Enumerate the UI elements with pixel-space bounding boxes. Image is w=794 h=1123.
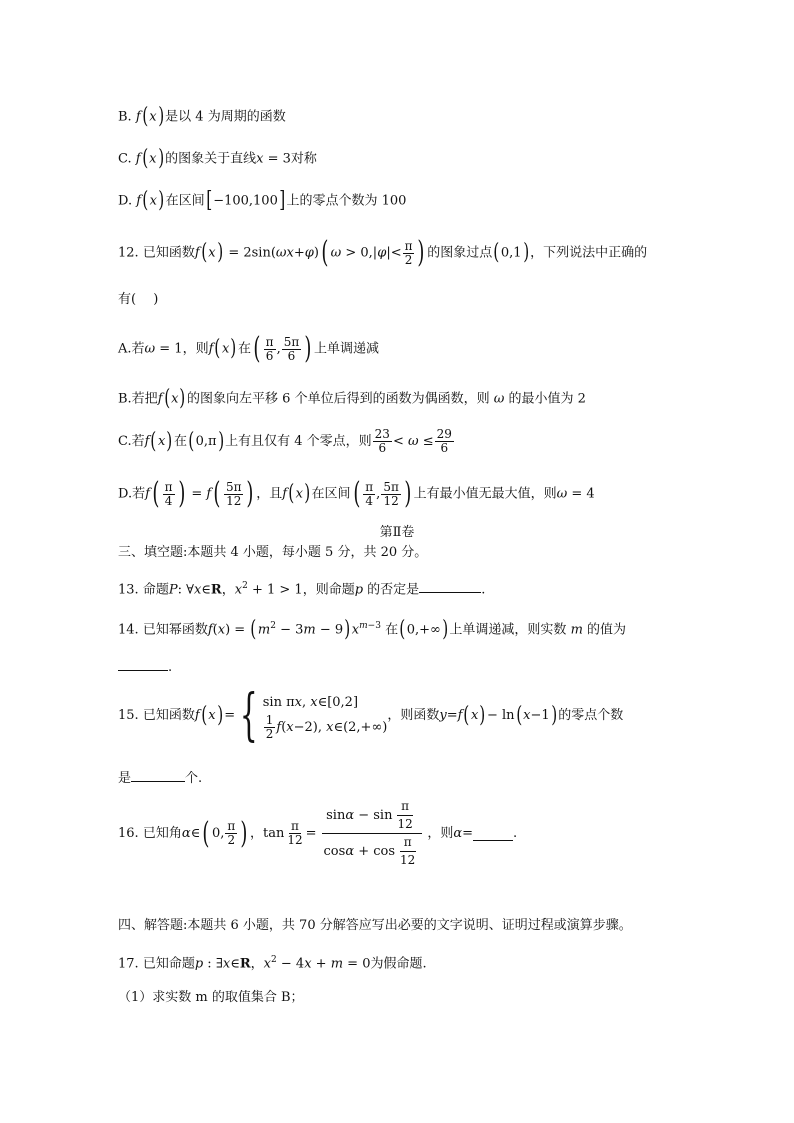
- q11-option-d: D. f(x)在区间[−100,100]上的零点个数为 100: [118, 188, 407, 213]
- q15-cont: 是 个.: [118, 767, 202, 789]
- section4-heading: 四、解答题:本题共 6 小题，共 70 分解答应写出必要的文字说明、证明过程或演算步骤。: [118, 918, 632, 933]
- q17-sub1: （1）求实数 m 的取值集合 B；: [118, 990, 304, 1005]
- section3-heading: 三、填空题:本题共 4 小题，每小题 5 分，共 20 分。: [118, 545, 428, 560]
- section-title: 第Ⅱ卷: [379, 525, 415, 540]
- q13: 13. 命题P: ∀x∈R，$x^2 + 1 > 1$，则命题p 的否定是 .: [118, 576, 485, 600]
- q11-option-c: C. f(x)的图象关于直线x = 3对称: [118, 146, 317, 171]
- q13-answer-blank[interactable]: [419, 578, 481, 593]
- q14-cont: .: [118, 656, 172, 678]
- q15: 15. 已知函数 f ( x ) = { sin πx, x∈[0,2] $\frac{1}{2}$ f(x−2), x∈(2,+∞) ，则函数 y = f ( x ) − ln ( x −1 ) 的零点个数: [118, 683, 624, 748]
- q12-stem-cont: 有( ): [118, 292, 159, 307]
- q12-option-c: C.若f(x)在(0,π)上有且仅有 4 个零点，则 $\frac{23}{6}$ < ω ≤ $\frac{29}{6}$: [118, 427, 452, 455]
- q15-answer-blank[interactable]: [131, 767, 185, 782]
- q12-stem: 12. 已知函数f(x) = 2sin(ωx+φ)( ω > 0,|φ|< $\frac{\pi}{2}$ ) 的图象过点(0,1)，下列说法中正确的: [118, 235, 648, 270]
- q12-option-a: A.若ω = 1，则f(x)在( $\frac{\pi}{6}$ , $\frac{5\pi}{6}$ ) 上单调递减: [118, 331, 379, 366]
- q14: 14. 已知幂函数$f(x) = (m^2 - 3m - 9)x^{m-3}$ 在(0,+∞)上单调递减，则实数 m 的值为: [118, 616, 627, 642]
- q12-option-d: D.若f( $\frac{\pi}{4}$ ) = f( $\frac{5\pi}{12}$ ) ，且f(x)在区间( $\frac{\pi}{4}$ , $\frac{5\pi}{12}$ ) 上有最小值无最大值，则ω = 4: [118, 476, 595, 511]
- q14-answer-blank[interactable]: [118, 656, 168, 671]
- q12-option-b: B.若把f(x)的图象向左平移 6 个单位后得到的函数为偶函数，则 ω 的最小值为 2: [118, 386, 586, 411]
- q16-answer-blank[interactable]: [473, 826, 513, 841]
- q16: 16. 已知角 α ∈ ( 0, $\frac{\pi}{2}$ ) ，tan $\frac{\pi}{12}$ = sinα − sin $\frac{\pi}{12}$ cosα + cos $\frac{\pi}{12}$ ，则 α = .: [118, 799, 518, 867]
- q17: 17. 已知命题p : ∃x∈R，$x^2 - 4x + m = 0$为假命题.: [118, 955, 427, 972]
- q11-option-b: B. f(x)是以 4 为周期的函数: [118, 104, 286, 129]
